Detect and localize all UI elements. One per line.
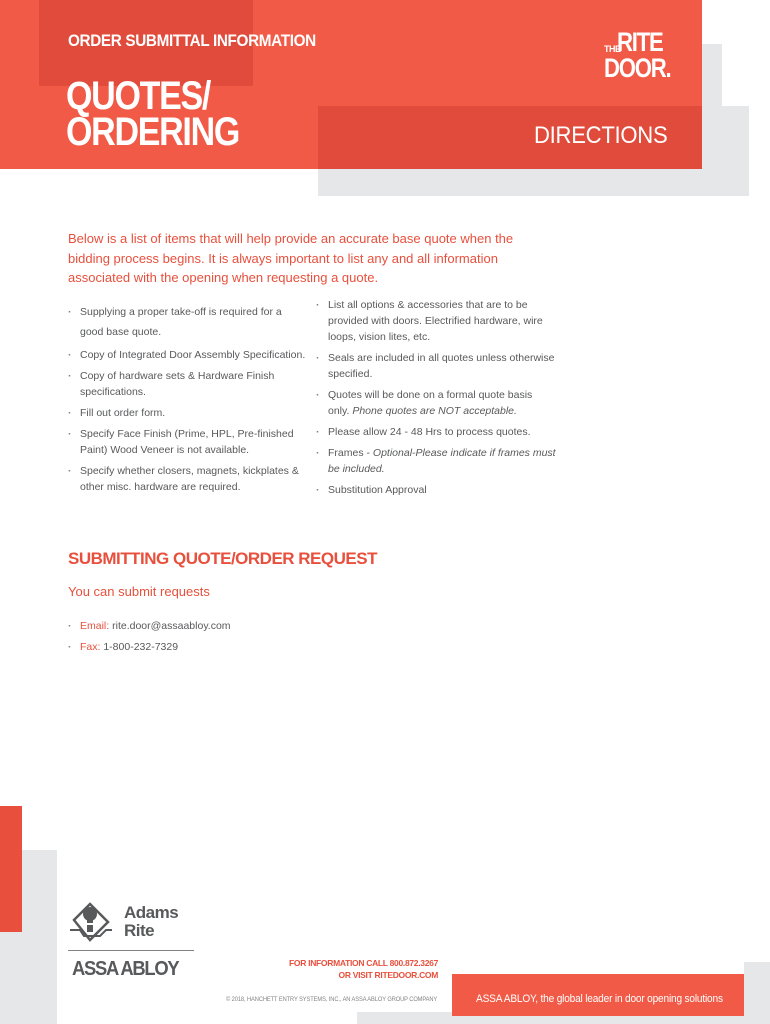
footer-info-phone: FOR INFORMATION CALL 800.872.3267 (289, 958, 438, 968)
email-label: Email: (80, 620, 110, 632)
list-item (316, 387, 556, 419)
document-label: ORDER SUBMITTAL INFORMATION (68, 31, 316, 50)
adams-rite-logo (76, 900, 196, 948)
list-item: · Fill out order form. (68, 405, 308, 421)
list-item: · Specify whether closers, magnets, kickplates & other misc. hardware are required. (68, 463, 308, 495)
adams-rite-word-1: Adams (124, 903, 179, 922)
list-item: · Copy of hardware sets & Hardware Finish specifications. (68, 368, 308, 400)
section-label: DIRECTIONS (534, 122, 668, 149)
adams-rite-key-icon (68, 900, 112, 942)
list-item (316, 445, 556, 477)
email-link[interactable]: rite.door@assaabloy.com (112, 620, 231, 632)
footer-copyright: © 2018, HANCHETT ENTRY SYSTEMS, INC., AN ASSA ABLOY GROUP COMPANY (226, 996, 438, 1003)
list-item-text: Frames - (328, 447, 373, 459)
list-item-emphasis: Phone quotes are NOT acceptable. (352, 405, 517, 417)
logo-word-rite: RITE (617, 27, 663, 57)
list-item: · Substitution Approval (316, 482, 556, 498)
logo-the-text: THE (604, 44, 621, 54)
adams-rite-word-2: Rite (124, 921, 155, 940)
page-title-line-1: QUOTES/ (66, 74, 211, 118)
footer-tagline: ASSA ABLOY, the global leader in door opening solutions (476, 993, 723, 1005)
footer-red-block (0, 806, 22, 932)
footer-info-website[interactable]: OR VISIT RITEDOOR.COM (338, 970, 438, 980)
list-item: · Seals are included in all quotes unless otherwise specified. (316, 350, 556, 382)
intro-paragraph: Below is a list of items that will help provide an accurate base quote when the bidding process begins. It is always important to list any and all information associated with the opening when requesting a quote. (68, 231, 514, 285)
logo-word-door: DOOR. (604, 53, 671, 83)
list-item-emphasis: Optional-Please indicate if frames must be included. (328, 447, 556, 475)
list-item: · Supplying a proper take-off is required for a good base quote. (68, 302, 308, 342)
email-item (68, 616, 231, 637)
header-gray-strip (702, 44, 722, 106)
fax-label: Fax: (80, 641, 101, 653)
list-item-text: Quotes will be done on a formal quote basis only. (328, 389, 533, 417)
fax-number: 1-800-232-7329 (103, 641, 179, 653)
rite-door-logo (604, 28, 670, 84)
submit-heading: SUBMITTING QUOTE/ORDER REQUEST (68, 549, 377, 568)
assa-abloy-logo: ASSA ABLOY (72, 958, 179, 980)
fax-item (68, 637, 231, 658)
footer-gray-corner (744, 962, 770, 1024)
logo-divider (68, 950, 194, 951)
list-item: · Specify Face Finish (Prime, HPL, Pre-finished Paint) Wood Veneer is not available. (68, 426, 308, 458)
list-item: · Please allow 24 - 48 Hrs to process quotes. (316, 424, 556, 440)
list-item: · List all options & accessories that are to be provided with doors. Electrified hardware, wire loops, vision lites, etc. (316, 297, 556, 345)
page-title-line-2: ORDERING (66, 110, 240, 154)
list-item: · Copy of Integrated Door Assembly Specification. (68, 347, 308, 363)
requirements-list-left (68, 302, 308, 495)
submit-subheading: You can submit requests (68, 584, 210, 599)
contact-list (68, 616, 231, 658)
requirements-list-right (316, 297, 556, 498)
